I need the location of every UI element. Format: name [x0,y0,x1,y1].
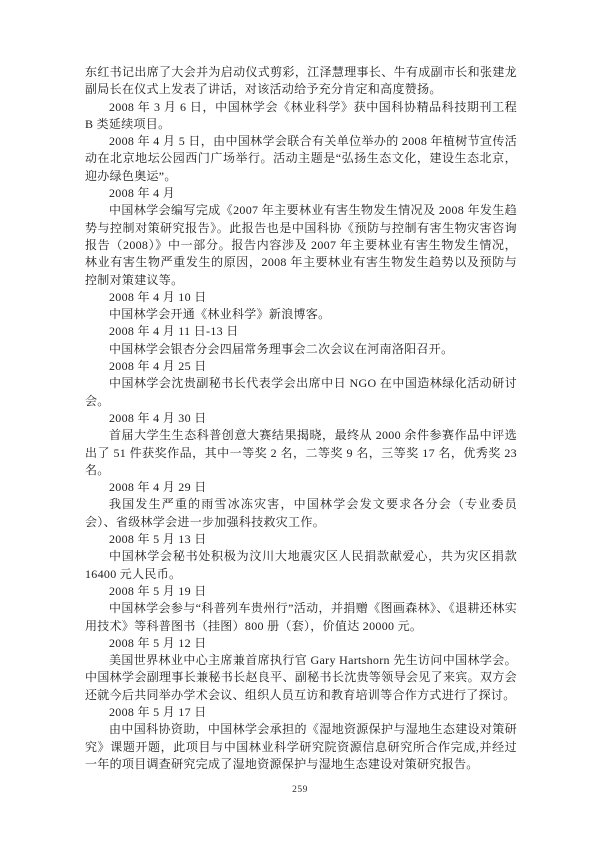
date-line: 2008 年 5 月 12 日 [109,635,207,650]
page-text-block [85,64,517,773]
paragraph: 2008 年 3 月 6 日，中国林学会《林业科学》获中国科协精品科技期刊工程 B 类延续项目。 [85,99,517,131]
paragraph: 中国林学会秘书处积极为汶川大地震灾区人民捐款献爱心，共为灾区捐款 16400 元人民币。 [85,549,517,581]
date-line: 2008 年 4 月 10 日 [109,289,207,304]
paragraph: 由中国科协资助，中国林学会承担的《湿地资源保护与湿地生态建设对策研究》课题开题，此项目与中国林业科学研究院资源信息研究所合作完成,并经过一年的项目调查研究完成了湿地资源保护与湿地生态建设对策研究报告。 [85,722,517,771]
paragraph: 我国发生严重的雨雪冰冻灾害，中国林学会发文要求各分会（专业委员会）、省级林学会进一步加强科技救灾工作。 [85,497,517,529]
paragraph-continuation: 东红书记出席了大会并为启动仪式剪彩，江泽慧理事长、牛有成副市长和张建龙副局长在仪式上发表了讲话，对该活动给予充分肯定和高度赞扬。 [85,65,517,97]
date-line: 2008 年 5 月 19 日 [109,583,207,598]
page-number: 259 [292,785,308,795]
paragraph: 中国林学会参与“科普列车贵州行”活动，并捐赠《图画森林》、《退耕还林实用技术》等科普图书（挂图）800 册（套），价值达 20000 元。 [85,601,517,633]
paragraph: 中国林学会编写完成《2007 年主要林业有害生物发生情况及 2008 年发生趋势与控制对策研究报告》。此报告也是中国科协《预防与控制有害生物灾害咨询报告（2008）》中一部分。报告内容涉及 2007 年主要林业有害生物发生情况，林业有害生物严重发生的原因，2008 年主要林业有害生物发生趋势以及预防与控制对策建议等。 [85,203,517,287]
paragraph: 中国林学会银杏分会四届常务理事会二次会议在河南洛阳召开。 [109,341,454,356]
paragraph: 中国林学会开通《林业科学》新浪博客。 [109,307,331,322]
paragraph: 美国世界林业中心主席兼首席执行官 Gary Hartshorn 先生访问中国林学会。中国林学会副理事长兼秘书长赵良平、副秘书长沈贵等领导会见了来宾。双方会还就今后共同举办学术会议、组织人员互访和教育培训等合作方式进行了探讨。 [85,653,517,702]
paragraph: 2008 年 4 月 5 日，由中国林学会联合有关单位举办的 2008 年植树节宣传活动在北京地坛公园西门广场举行。活动主题是“弘扬生态文化，建设生态北京，迎办绿色奥运”。 [85,134,517,183]
paragraph: 首届大学生生态科普创意大赛结果揭晓，最终从 2000 余件参赛作品中评选出了 51 件获奖作品，其中一等奖 2 名，二等奖 9 名，三等奖 17 名，优秀奖 23 名。 [85,428,517,477]
date-line: 2008 年 4 月 25 日 [109,359,207,374]
date-line: 2008 年 4 月 30 日 [109,410,207,425]
date-line: 2008 年 4 月 11 日-13 日 [109,324,239,339]
date-line: 2008 年 5 月 17 日 [109,704,207,719]
date-line: 2008 年 4 月 29 日 [109,480,207,495]
paragraph: 中国林学会沈贵副秘书长代表学会出席中日 NGO 在中国造林绿化活动研讨会。 [85,376,517,408]
date-line: 2008 年 5 月 13 日 [109,532,207,547]
date-line: 2008 年 4 月 [109,186,176,201]
